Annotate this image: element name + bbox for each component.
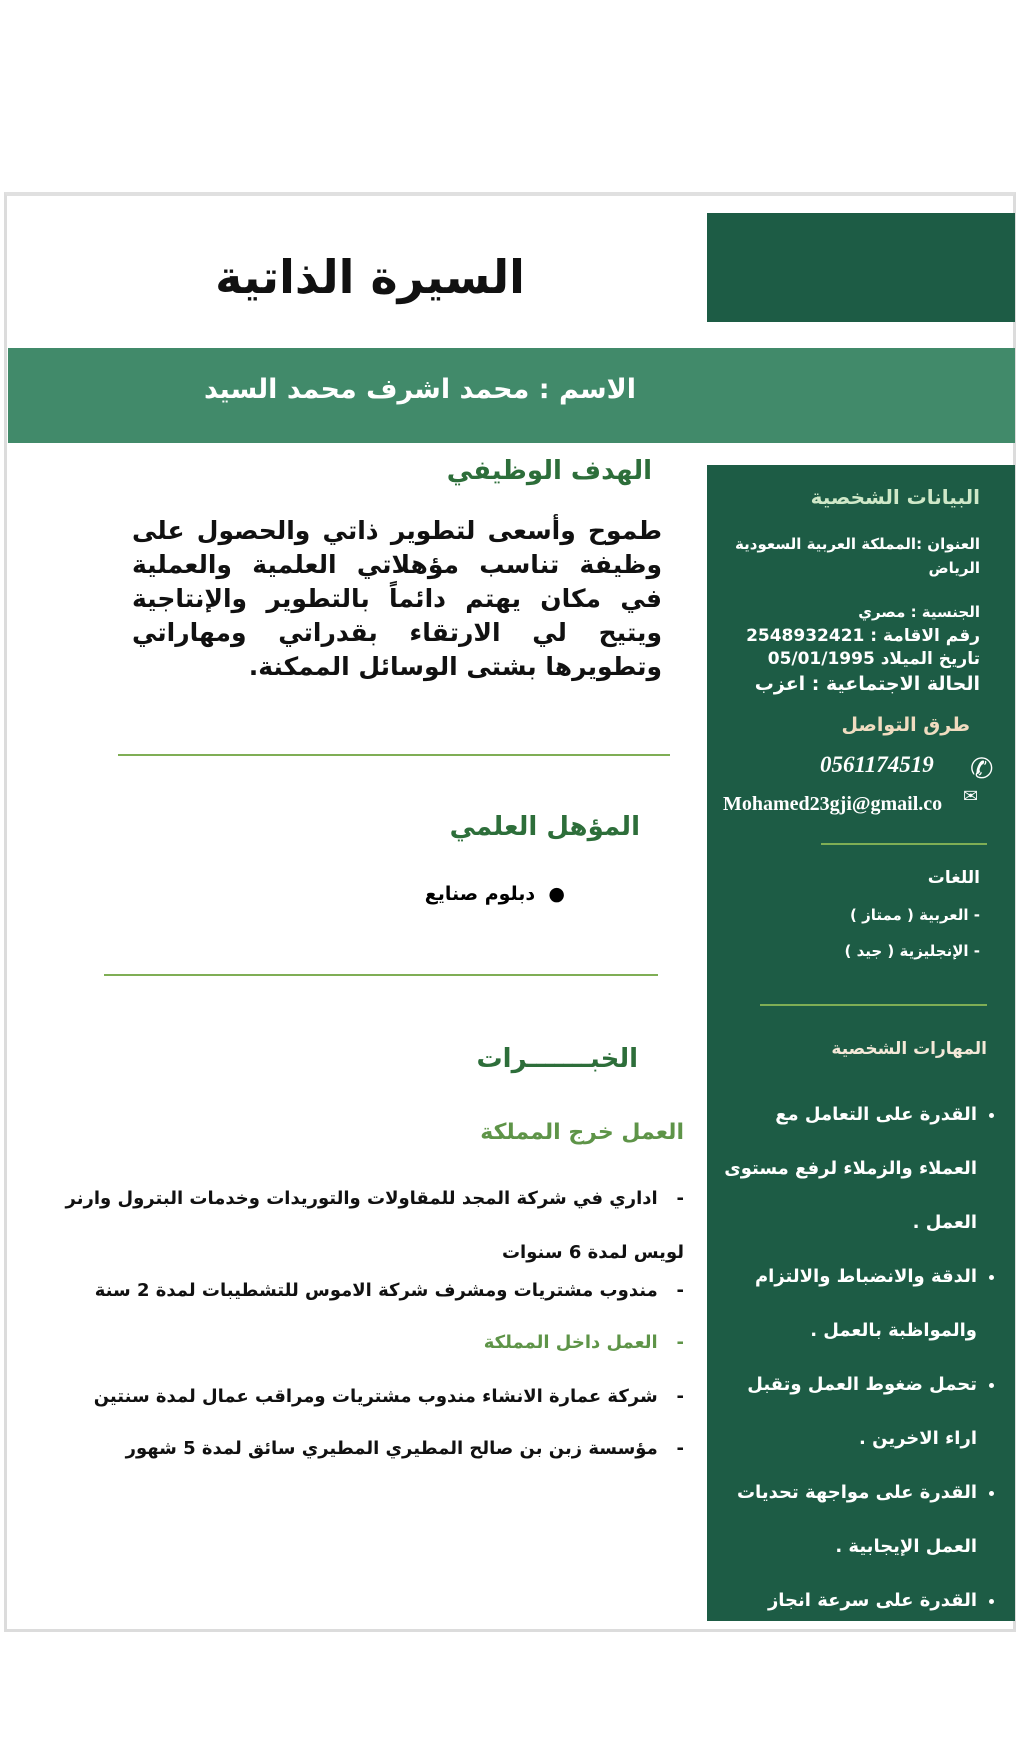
- language-item: - العربية ( ممتاز ): [850, 906, 980, 924]
- experience-text: مؤسسة زبن بن صالح المطيري المطيري سائق لمدة 5 شهور: [125, 1438, 658, 1459]
- divider: [118, 754, 670, 756]
- objective-text: طموح وأسعى لتطوير ذاتي والحصول على وظيفة تناسب مؤهلاتي العلمية والعملية في مكان يهتم دائماً بالتطوير والإنتاجية ويتيح لي الارتقاء بقدراتي ومهاراتي وتطويرها بشتى الوسائل الممكنة.: [132, 516, 662, 681]
- applicant-name: الاسم : محمد اشرف محمد السيد: [203, 374, 637, 405]
- skill-item: • القدرة على التعامل مع العملاء والزملاء لرفع مستوى العمل .: [715, 1088, 977, 1250]
- experience-item: [30, 1172, 684, 1280]
- page-title: السيرة الذاتية: [215, 250, 525, 304]
- email-address[interactable]: Mohamed23gji@gmail.co: [723, 793, 943, 815]
- objective-heading: الهدف الوظيفي: [446, 456, 652, 486]
- phone-number[interactable]: 0561174519: [820, 752, 934, 777]
- dash: -: [657, 1386, 684, 1407]
- divider: [760, 1004, 987, 1006]
- bullet: ●: [535, 883, 565, 905]
- education-heading: المؤهل العلمي: [449, 812, 640, 842]
- divider: [104, 974, 658, 976]
- envelope-icon: ✉: [963, 786, 979, 807]
- experience-item: [30, 1280, 684, 1301]
- residence-id: رقم الاقامة : 2548932421: [746, 626, 980, 646]
- header-accent-box: [707, 213, 1015, 322]
- dash: -: [657, 1280, 684, 1301]
- nationality: الجنسية : مصري: [858, 603, 980, 621]
- contact-heading: طرق التواصل: [841, 714, 970, 736]
- domestic-heading-text: العمل داخل المملكة: [483, 1332, 658, 1353]
- skill-item: • القدرة على سرعة انجاز العمل: [715, 1574, 977, 1682]
- skill-item: • القدرة على مواجهة تحديات العمل الإيجابية .: [715, 1466, 977, 1574]
- divider: [821, 843, 987, 845]
- address: العنوان :المملكة العربية السعودية الرياض: [735, 535, 980, 577]
- skill-item: • تحمل ضغوط العمل وتقبل اراء الاخرين .: [715, 1358, 977, 1466]
- experience-text: مندوب مشتريات ومشرف شركة الاموس للتشطيبات لمدة 2 سنة: [94, 1280, 658, 1301]
- experience-item: [30, 1438, 684, 1459]
- dash: -: [657, 1332, 684, 1353]
- phone-icon: ✆: [970, 752, 994, 785]
- experience-heading: الخبـــــــرات: [476, 1044, 638, 1074]
- dash: -: [657, 1438, 684, 1459]
- domestic-heading: [30, 1332, 684, 1353]
- skills-list: [715, 1088, 1005, 1682]
- skill-item: • الدقة والانضباط والالتزام والمواظبة بالعمل .: [715, 1250, 977, 1358]
- experience-item: [30, 1386, 684, 1407]
- skills-heading: المهارات الشخصية: [831, 1039, 987, 1059]
- dash: -: [657, 1188, 684, 1209]
- marital-status: الحالة الاجتماعية : اعزب: [754, 673, 980, 695]
- education-item: [300, 883, 565, 905]
- abroad-heading: العمل خرج المملكة: [480, 1120, 684, 1145]
- languages-heading: اللغات: [927, 868, 980, 888]
- language-item: - الإنجليزية ( جيد ): [844, 942, 980, 960]
- experience-text: شركة عمارة الانشاء مندوب مشتريات ومراقب عمال لمدة سنتين: [93, 1386, 658, 1407]
- birth-date: تاريخ الميلاد 05/01/1995: [767, 649, 980, 669]
- education-text: دبلوم صنايع: [424, 883, 536, 905]
- personal-heading: البيانات الشخصية: [810, 485, 980, 509]
- experience-text: اداري في شركة المجد للمقاولات والتوريدات وخدمات البترول وارنر لويس لمدة 6 سنوات: [65, 1188, 684, 1263]
